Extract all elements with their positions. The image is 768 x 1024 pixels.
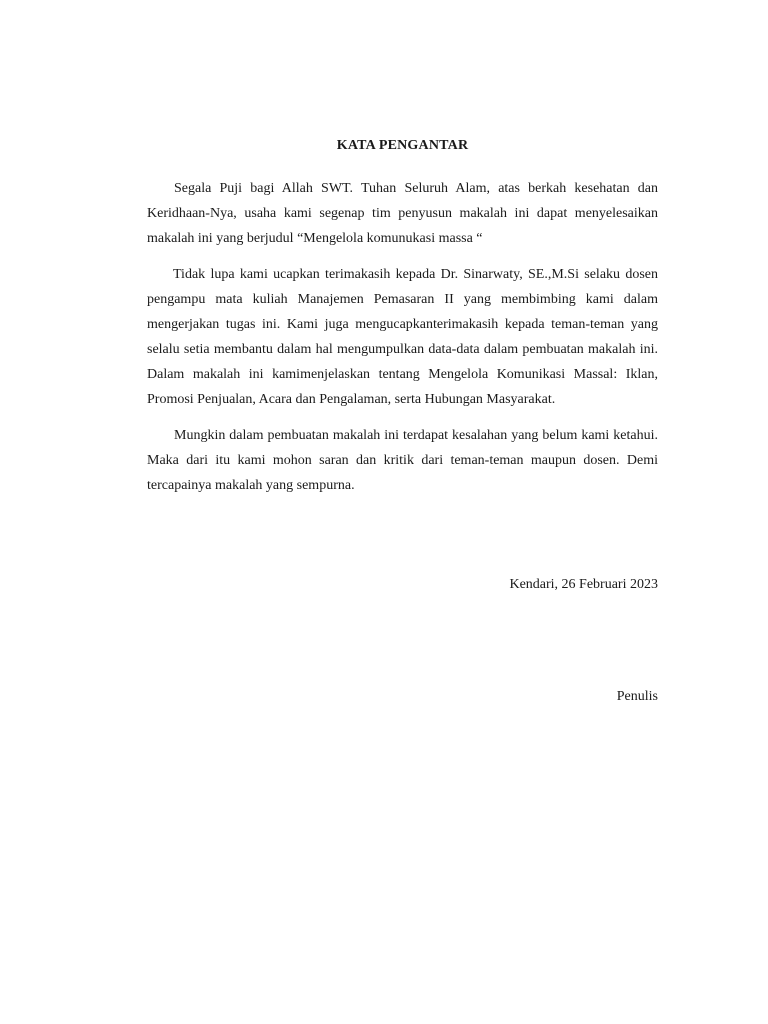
place-date: Kendari, 26 Februari 2023: [509, 577, 658, 592]
paragraph-closing: Mungkin dalam pembuatan makalah ini terdapat kesalahan yang belum kami ketahui. Maka dari itu kami mohon saran dan kritik dari teman-teman maupun dosen. Demi tercapainya makalah yang sempurna.: [147, 428, 658, 493]
document-body: [147, 136, 658, 509]
page-title: KATA PENGANTAR: [336, 138, 469, 153]
paragraph-opening: Segala Puji bagi Allah SWT. Tuhan Seluruh Alam, atas berkah kesehatan dan Keridhaan-Nya, usaha kami segenap tim penyusun makalah ini dapat menyelesaikan makalah ini yang berjudul “Mengelola komunukasi massa “: [147, 181, 658, 246]
paragraph-acknowledgement: Tidak lupa kami ucapkan terimakasih kepada Dr. Sinarwaty, SE.,M.Si selaku dosen pengampu mata kuliah Manajemen Pemasaran II yang membimbing kami dalam mengerjakan tugas ini. Kami juga mengucapkanterimakasih kepada teman-teman yang selalu setia membantu dalam hal mengumpulkan data-data dalam pembuatan makalah ini. Dalam makalah ini kamimenjelaskan tentang Mengelola Komunikasi Massal: Iklan, Promosi Penjualan, Acara dan Pengalaman, serta Hubungan Masyarakat.: [147, 267, 658, 407]
signer-label: Penulis: [616, 689, 658, 704]
